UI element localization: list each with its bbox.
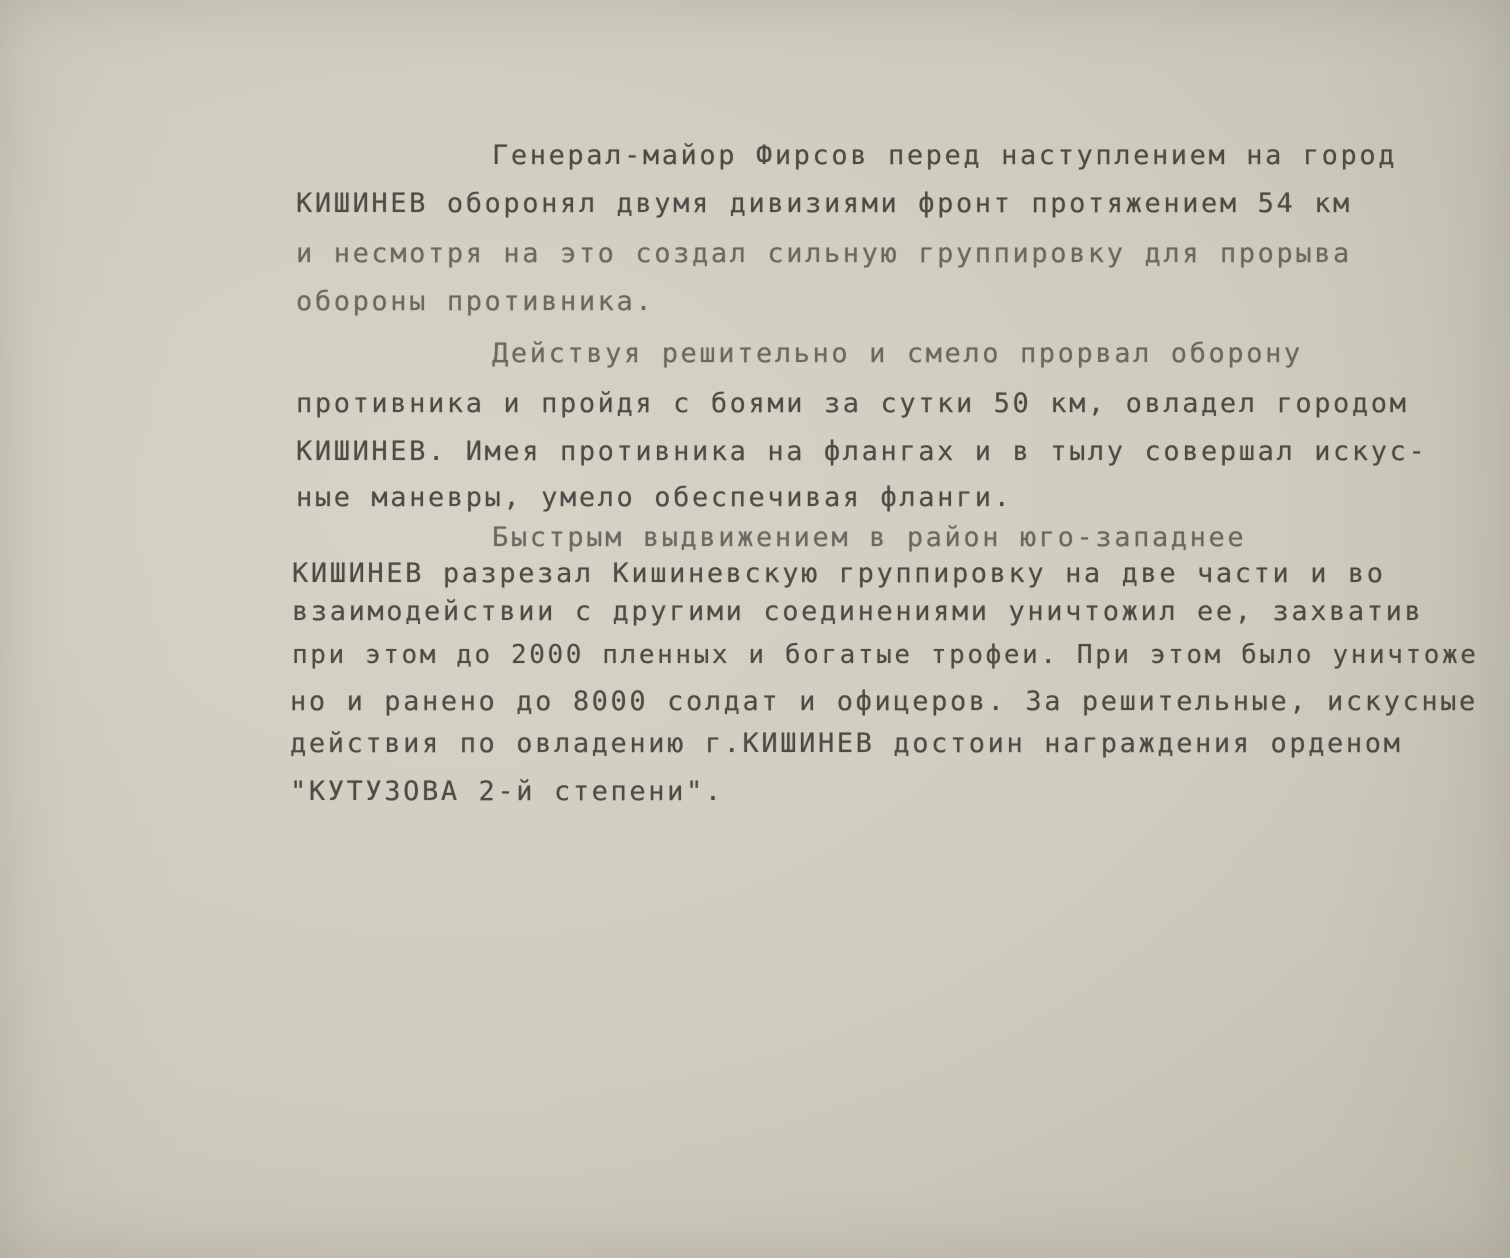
document-line-5: Действуя решительно и смело прорвал оборону bbox=[492, 338, 1303, 369]
document-line-13: но и ранено до 8000 солдат и офицеров. За решительные, искусные bbox=[290, 686, 1478, 717]
document-line-10: КИШИНЕВ разрезал Кишиневскую группировку на две части и во bbox=[292, 558, 1386, 589]
document-line-12: при этом до 2000 пленных и богатые трофеи. При этом было уничтоже bbox=[292, 640, 1479, 670]
document-line-1: Генерал-майор Фирсов перед наступлением на город bbox=[492, 140, 1398, 171]
document-line-2: КИШИНЕВ оборонял двумя дивизиями фронт протяжением 54 км bbox=[296, 188, 1352, 219]
document-line-15: "КУТУЗОВА 2-й степени". bbox=[290, 776, 724, 807]
document-line-7: КИШИНЕВ. Имея противника на флангах и в тылу совершал искус- bbox=[296, 436, 1428, 467]
document-line-8: ные маневры, умело обеспечивая фланги. bbox=[296, 482, 1013, 513]
document-line-3: и несмотря на это создал сильную группировку для прорыва bbox=[296, 238, 1352, 269]
document-line-9: Быстрым выдвижением в район юго-западнее bbox=[492, 522, 1247, 553]
document-line-14: действия по овладению г.КИШИНЕВ достоин награждения орденом bbox=[290, 728, 1403, 759]
document-line-6: противника и пройдя с боями за сутки 50 км, овладел городом bbox=[296, 388, 1409, 419]
document-line-11: взаимодействии с другими соединениями уничтожил ее, захватив bbox=[292, 596, 1424, 627]
document-line-4: обороны противника. bbox=[296, 286, 655, 317]
